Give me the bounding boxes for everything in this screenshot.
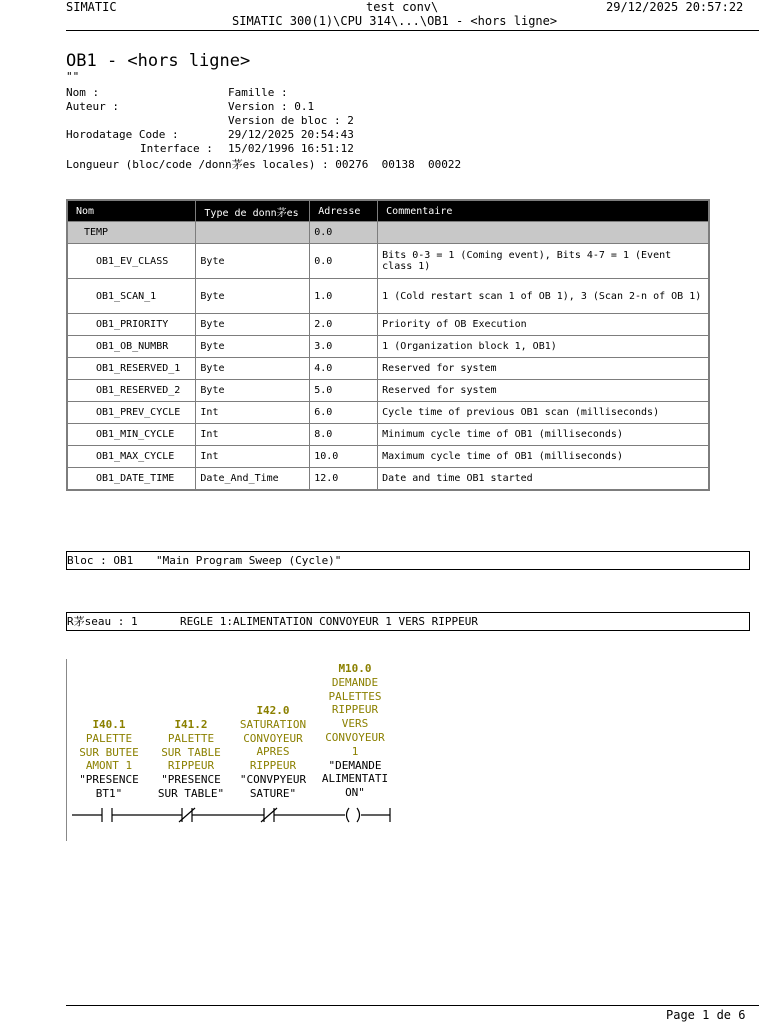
table-row	[67, 402, 709, 424]
coil-comment-line: CONVOYEUR	[325, 730, 385, 744]
coil-symbol-line: "DEMANDE	[328, 758, 382, 772]
cell-commentaire: Reserved for system	[378, 380, 709, 402]
contact-1-comment-line: PALETTE	[85, 731, 133, 745]
bloc-name: "Main Program Sweep (Cycle)"	[156, 554, 342, 567]
cell-type: Byte	[196, 244, 310, 279]
cell-commentaire	[378, 222, 709, 244]
contact-3-comment-line: RIPPEUR	[249, 759, 297, 773]
cell-nom: OB1_RESERVED_2	[67, 380, 196, 402]
longueur-text: Longueur (bloc/code /donn茅es locales) : 00276 00138 00022	[66, 158, 462, 171]
coil-comment-line: DEMANDE	[331, 675, 379, 689]
cell-commentaire: Priority of OB Execution	[378, 314, 709, 336]
cell-adresse: 1.0	[310, 279, 378, 314]
nom-label: Nom :	[66, 86, 100, 99]
cell-nom: OB1_MIN_CYCLE	[67, 424, 196, 446]
cell-type: Byte	[196, 358, 310, 380]
table-row	[67, 336, 709, 358]
cell-type: Int	[196, 402, 310, 424]
contact-1-symbol-line: BT1"	[95, 786, 123, 800]
col-header-commentaire: Commentaire	[378, 200, 709, 222]
table-row	[67, 244, 709, 279]
cell-nom: OB1_SCAN_1	[67, 279, 196, 314]
cell-nom: OB1_MAX_CYCLE	[67, 446, 196, 468]
contact-3-comment-line: CONVOYEUR	[243, 731, 303, 745]
contact-3-comment-line: SATURATION	[239, 717, 307, 731]
cell-nom: OB1_OB_NUMBR	[67, 336, 196, 358]
cell-nom: OB1_EV_CLASS	[67, 244, 196, 279]
table-row	[67, 358, 709, 380]
contact-1-symbol-line: "PRESENCE	[79, 773, 139, 787]
col-header-type: Type de donn茅es	[196, 200, 310, 222]
interface-label: Interface :	[140, 142, 213, 155]
horodatage-code: 29/12/2025 20:54:43	[228, 128, 354, 141]
contact-2-comment-line: PALETTE	[167, 731, 215, 745]
interface-date: 15/02/1996 16:51:12	[228, 142, 354, 155]
contact-2-address: I41.2	[174, 718, 208, 731]
contact-3-labels	[230, 704, 316, 801]
cell-nom: OB1_PREV_CYCLE	[67, 402, 196, 424]
header-datetime: 29/12/2025 20:57:22	[606, 0, 744, 14]
header-center: test conv\	[366, 0, 439, 14]
coil-address: M10.0	[338, 662, 372, 675]
cell-commentaire: Date and time OB1 started	[378, 468, 709, 491]
contact-3-address: I42.0	[256, 704, 290, 717]
cell-adresse: 0.0	[310, 244, 378, 279]
contact-2-symbol-line: SUR TABLE"	[157, 786, 225, 800]
cell-nom: OB1_PRIORITY	[67, 314, 196, 336]
coil-symbol-line: ALIMENTATI	[321, 772, 389, 786]
cell-commentaire: Minimum cycle time of OB1 (milliseconds)	[378, 424, 709, 446]
cell-type: Byte	[196, 380, 310, 402]
table-row	[67, 222, 709, 244]
cell-commentaire: 1 (Organization block 1, OB1)	[378, 336, 709, 358]
table-row	[67, 468, 709, 491]
cell-adresse: 6.0	[310, 402, 378, 424]
famille-label: Famille :	[228, 86, 288, 99]
table-row	[67, 446, 709, 468]
contact-3-comment-line: APRES	[256, 745, 290, 759]
coil-comment-line: 1	[351, 744, 359, 758]
table-header-row	[67, 200, 709, 222]
col-header-adresse: Adresse	[310, 200, 378, 222]
cell-adresse: 2.0	[310, 314, 378, 336]
cell-commentaire: Maximum cycle time of OB1 (milliseconds)	[378, 446, 709, 468]
version-text: Version : 0.1	[228, 100, 315, 113]
block-title: OB1 - <hors ligne>	[66, 51, 251, 71]
coil-comment-line: RIPPEUR	[331, 703, 379, 717]
table-row	[67, 380, 709, 402]
rung-wiring	[66, 804, 396, 826]
cell-type: Byte	[196, 336, 310, 358]
footer-rule	[66, 1005, 759, 1006]
cell-commentaire: Reserved for system	[378, 358, 709, 380]
network-label: R茅seau : 1	[67, 615, 138, 628]
cell-type: Date_And_Time	[196, 468, 310, 491]
horodatage-label: Horodatage Code :	[66, 128, 179, 141]
normally-open-contact-icon	[102, 808, 112, 822]
block-quote: ""	[66, 70, 80, 83]
cell-adresse: 12.0	[310, 468, 378, 491]
table-row	[67, 314, 709, 336]
table-row	[67, 279, 709, 314]
header-rule	[66, 30, 759, 31]
cell-adresse: 10.0	[310, 446, 378, 468]
contact-1-address: I40.1	[92, 718, 126, 731]
contact-3-symbol-line: "CONVPYEUR	[239, 772, 307, 786]
contact-3-symbol-line: SATURE"	[249, 786, 297, 800]
contact-1-comment-line: SUR BUTEE	[79, 745, 139, 759]
cell-type: Byte	[196, 314, 310, 336]
cell-adresse: 5.0	[310, 380, 378, 402]
cell-type: Int	[196, 446, 310, 468]
col-header-nom: Nom	[67, 200, 196, 222]
bloc-label: Bloc : OB1	[67, 554, 134, 567]
network-bar	[66, 612, 750, 631]
contact-1-comment-line: AMONT 1	[85, 759, 133, 773]
bloc-bar	[66, 551, 750, 570]
coil-comment-line: PALETTES	[328, 689, 382, 703]
contact-2-symbol-line: "PRESENCE	[161, 773, 221, 787]
cell-commentaire: Bits 0-3 = 1 (Coming event), Bits 4-7 = 1 (Event class 1)	[378, 244, 709, 279]
contact-1-labels	[66, 718, 152, 801]
coil-labels	[312, 662, 398, 800]
cell-commentaire: Cycle time of previous OB1 scan (milliseconds)	[378, 402, 709, 424]
cell-adresse: 8.0	[310, 424, 378, 446]
contact-2-labels	[148, 718, 234, 801]
cell-nom: OB1_DATE_TIME	[67, 468, 196, 491]
cell-nom: OB1_RESERVED_1	[67, 358, 196, 380]
cell-type: Int	[196, 424, 310, 446]
header-path: SIMATIC 300(1)\CPU 314\...\OB1 - <hors ligne>	[232, 14, 558, 28]
output-coil-icon	[347, 808, 360, 822]
cell-adresse: 4.0	[310, 358, 378, 380]
page-number: Page 1 de 6	[666, 1008, 746, 1022]
cell-nom: TEMP	[67, 222, 196, 244]
version-bloc-text: Version de bloc : 2	[228, 114, 354, 127]
cell-type: Byte	[196, 279, 310, 314]
cell-type	[196, 222, 310, 244]
cell-commentaire: 1 (Cold restart scan 1 of OB 1), 3 (Scan 2-n of OB 1)	[378, 279, 709, 314]
cell-adresse: 0.0	[310, 222, 378, 244]
auteur-label: Auteur :	[66, 100, 119, 113]
table-row	[67, 424, 709, 446]
coil-comment-line: VERS	[341, 717, 369, 731]
coil-symbol-line: ON"	[345, 786, 365, 800]
contact-2-comment-line: SUR TABLE	[161, 745, 221, 759]
cell-adresse: 3.0	[310, 336, 378, 358]
header-left: SIMATIC	[66, 0, 117, 14]
network-title: REGLE 1:ALIMENTATION CONVOYEUR 1 VERS RIPPEUR	[180, 615, 479, 628]
variables-table	[66, 199, 710, 491]
contact-2-comment-line: RIPPEUR	[167, 759, 215, 773]
